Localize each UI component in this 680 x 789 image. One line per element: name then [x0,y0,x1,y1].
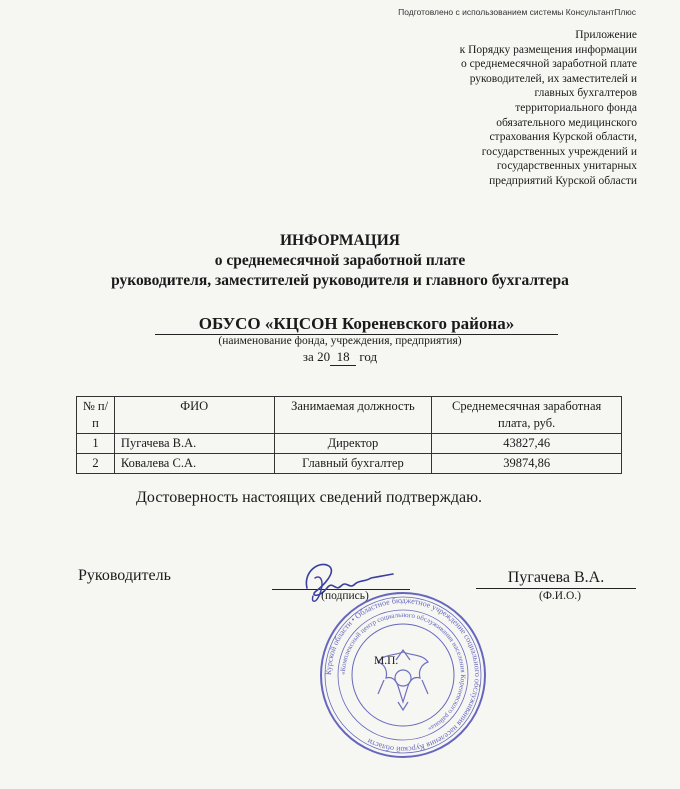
table-row [77,434,622,454]
document-title [0,231,680,291]
title-heading: ИНФОРМАЦИЯ [280,232,400,249]
report-year [0,349,680,366]
appendix-line: главных бухгалтеров [534,87,637,100]
appendix-line: Приложение [575,29,637,41]
cell-num: 2 [77,454,115,474]
consultant-note: Подготовлено с использованием системы КонсультантПлюс [398,7,636,17]
title-subheading: о среднемесячной заработной плате [214,252,466,269]
appendix-line: территориального фонда [515,101,637,114]
appendix-line: к Порядку размещения информации [459,43,637,56]
name-caption: (Ф.И.О.) [539,590,581,602]
appendix-line: руководителей, их заместителей и [469,72,637,85]
appendix-line: обязательного медицинского [496,116,637,129]
column-header-fio: ФИО [114,397,274,434]
table-header-row [77,397,622,434]
year-word: год [359,349,378,364]
cell-position: Главный бухгалтер [274,454,432,474]
appendix-line: страхования Курской области, [489,131,637,144]
column-header-salary: Среднемесячная заработная плата, руб. [432,397,622,434]
cell-salary: 43827,46 [432,434,622,454]
confirmation-text: Достоверность настоящих сведений подтверждаю. [136,489,483,506]
appendix-line: государственных учреждений и [481,145,637,158]
cell-fio: Пугачева В.А. [114,434,274,454]
stamp-outer-text: Курской области • Областное бюджетное учреждение социального обслуживания населения Курской области [323,595,483,755]
stamp-place-label: М.П. [374,655,399,667]
appendix-line: о среднемесячной заработной плате [460,58,637,71]
cell-salary: 39874,86 [432,454,622,474]
year-prefix: за 20 [302,349,331,364]
cell-num: 1 [77,434,115,454]
official-stamp [318,590,488,760]
signature-caption: (подпись) [321,590,369,602]
appendix-block [377,28,637,189]
organization-caption: (наименование фонда, учреждения, предприятия) [218,335,462,347]
appendix-line: предприятий Курской области [489,174,637,187]
cell-fio: Ковалева С.А. [114,454,274,474]
title-subheading: руководителя, заместителей руководителя и главного бухгалтера [111,272,569,289]
year-value: 18 [330,349,356,366]
table-row [77,454,622,474]
cell-position: Директор [274,434,432,454]
organization-name: ОБУСО «КЦСОН Кореневского района» [155,314,558,335]
stamp-inner-text: «Комплексный центр социального обслуживания населения Кореневского района» [338,610,468,733]
column-header-position: Занимаемая должность [274,397,432,434]
director-name: Пугачева В.А. [476,569,636,589]
appendix-line: государственных унитарных [496,160,637,173]
role-label: Руководитель [78,567,171,584]
column-header-num: № п/п [77,397,115,434]
salary-table [76,396,622,474]
